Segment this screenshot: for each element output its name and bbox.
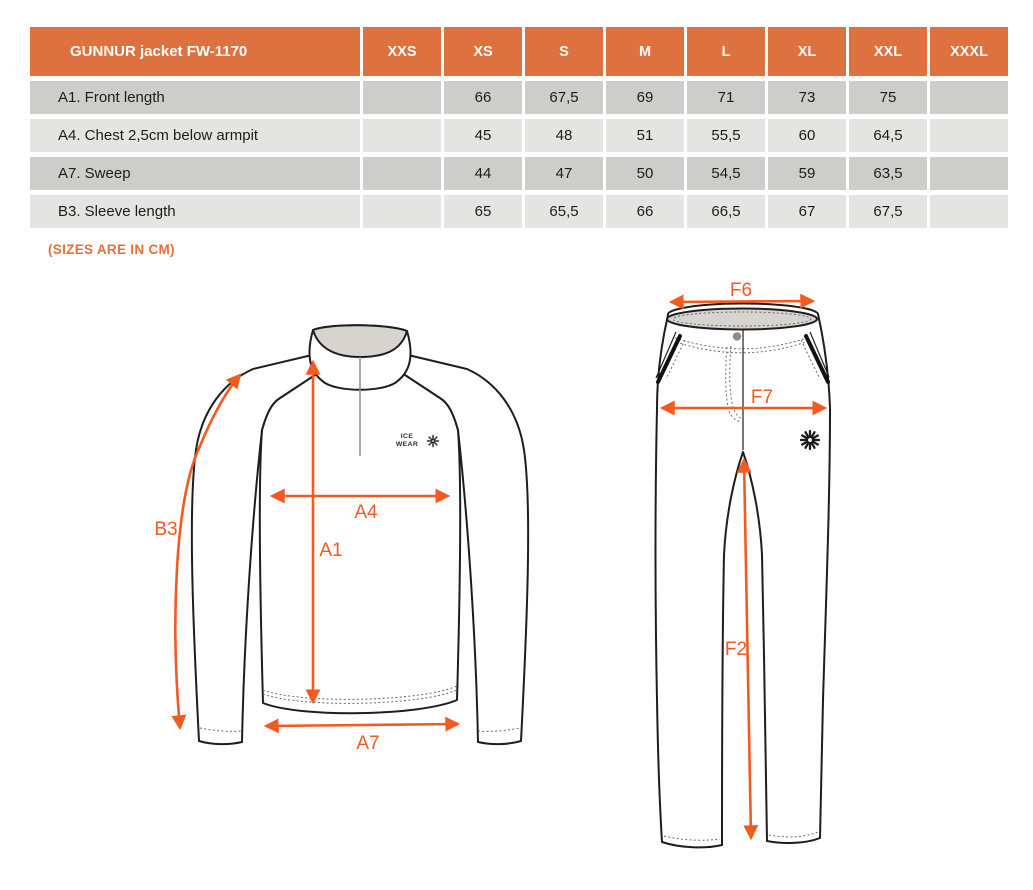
size-value-cell [930, 157, 1008, 190]
row-label-cell: A4. Chest 2,5cm below armpit [30, 119, 360, 152]
pants-button [733, 332, 741, 340]
logo-text-wear: WEAR [395, 441, 419, 448]
size-value-cell: 59 [768, 157, 846, 190]
size-value-cell: 73 [768, 81, 846, 114]
size-value-cell [930, 195, 1008, 228]
size-value-cell: 44 [444, 157, 522, 190]
size-column-header-xxs: XXS [363, 27, 441, 76]
size-value-cell: 47 [525, 157, 603, 190]
a7-arrow [266, 724, 458, 726]
a7-label: A7 [356, 733, 380, 754]
row-label-cell: A7. Sweep [30, 157, 360, 190]
size-value-cell: 67 [768, 195, 846, 228]
row-label-cell: A1. Front length [30, 81, 360, 114]
measurement-diagrams [0, 270, 1033, 890]
f6-label: F6 [729, 280, 753, 301]
row-label-cell: B3. Sleeve length [30, 195, 360, 228]
table-title: GUNNUR jacket FW-1170 [30, 27, 360, 76]
size-column-header-xxxl: XXXL [930, 27, 1008, 76]
size-value-cell: 50 [606, 157, 684, 190]
size-value-cell: 69 [606, 81, 684, 114]
size-column-header-xxl: XXL [849, 27, 927, 76]
size-value-cell: 75 [849, 81, 927, 114]
size-value-cell: 66,5 [687, 195, 765, 228]
size-value-cell: 67,5 [525, 81, 603, 114]
size-value-cell: 67,5 [849, 195, 927, 228]
size-column-header-xl: XL [768, 27, 846, 76]
size-column-header-xs: XS [444, 27, 522, 76]
size-value-cell: 51 [606, 119, 684, 152]
size-value-cell: 48 [525, 119, 603, 152]
size-value-cell [930, 119, 1008, 152]
size-value-cell: 65 [444, 195, 522, 228]
a1-label: A1 [319, 540, 343, 561]
size-value-cell: 55,5 [687, 119, 765, 152]
b3-label: B3 [154, 519, 178, 540]
size-column-header-l: L [687, 27, 765, 76]
size-column-header-s: S [525, 27, 603, 76]
size-value-cell: 64,5 [849, 119, 927, 152]
size-column-header-m: M [606, 27, 684, 76]
jacket-diagram [154, 325, 528, 754]
size-value-cell: 66 [444, 81, 522, 114]
size-value-cell [363, 119, 441, 152]
size-value-cell: 60 [768, 119, 846, 152]
size-value-cell: 65,5 [525, 195, 603, 228]
pants-diagram [656, 280, 831, 847]
f7-label: F7 [750, 387, 774, 408]
size-value-cell [930, 81, 1008, 114]
f2-label: F2 [724, 639, 748, 660]
a4-label: A4 [354, 502, 378, 523]
sizes-note: (SIZES ARE IN CM) [48, 242, 175, 257]
size-value-cell: 54,5 [687, 157, 765, 190]
f6-arrow [671, 301, 813, 302]
size-value-cell [363, 195, 441, 228]
size-value-cell: 63,5 [849, 157, 927, 190]
size-value-cell [363, 81, 441, 114]
size-value-cell: 45 [444, 119, 522, 152]
size-value-cell: 71 [687, 81, 765, 114]
size-value-cell: 66 [606, 195, 684, 228]
size-value-cell [363, 157, 441, 190]
size-table [30, 27, 1008, 228]
logo-text-ice: ICE [400, 433, 414, 440]
